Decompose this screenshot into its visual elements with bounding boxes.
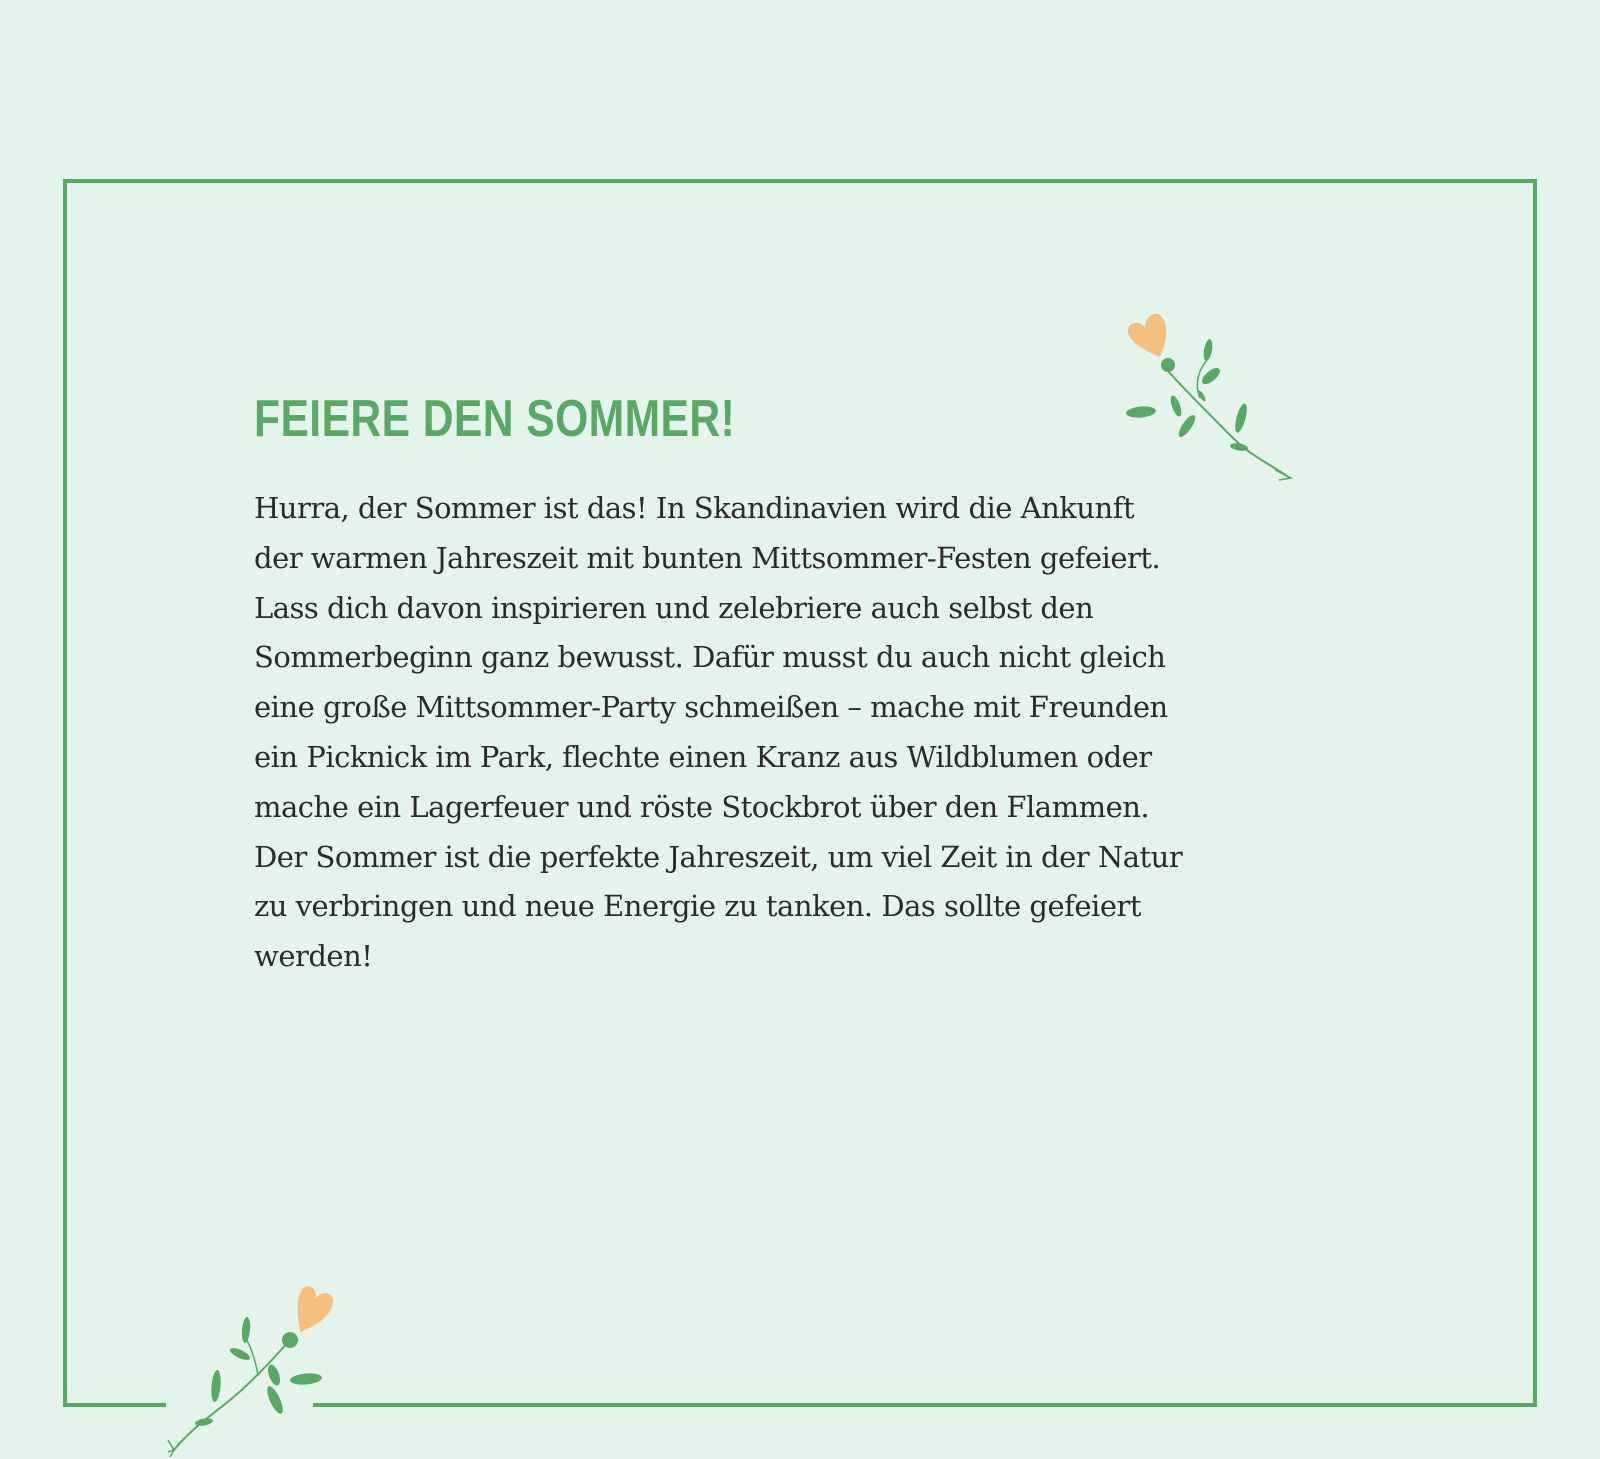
- paragraph-line: ein Picknick im Park, flechte einen Kranz aus Wildblumen oder: [254, 739, 1152, 774]
- paragraph-line: mache ein Lagerfeuer und röste Stockbrot über den Flammen.: [254, 789, 1150, 824]
- paragraph-line: Sommerbeginn ganz bewusst. Dafür musst du auch nicht gleich: [254, 640, 1166, 675]
- paragraph-line: werden!: [254, 939, 373, 974]
- paragraph-line: der warmen Jahreszeit mit bunten Mittsommer-Festen gefeiert.: [254, 540, 1161, 575]
- paragraph-line: Lass dich davon inspirieren und zelebriere auch selbst den: [254, 590, 1094, 625]
- paragraph-line: Hurra, der Sommer ist das! In Skandinavien wird die Ankunft: [254, 491, 1135, 525]
- paragraph-line: Der Sommer ist die perfekte Jahreszeit, um viel Zeit in der Natur: [254, 839, 1183, 874]
- text-block: [254, 388, 1264, 982]
- body-paragraph: [254, 484, 1264, 982]
- page-title: FEIERE DEN SOMMER!: [254, 390, 736, 448]
- heart-flower-icon: [160, 1282, 350, 1457]
- paragraph-line: eine große Mittsommer-Party schmeißen – mache mit Freunden: [254, 690, 1168, 725]
- paragraph-line: zu verbringen und neue Energie zu tanken. Das sollte gefeiert: [254, 889, 1141, 924]
